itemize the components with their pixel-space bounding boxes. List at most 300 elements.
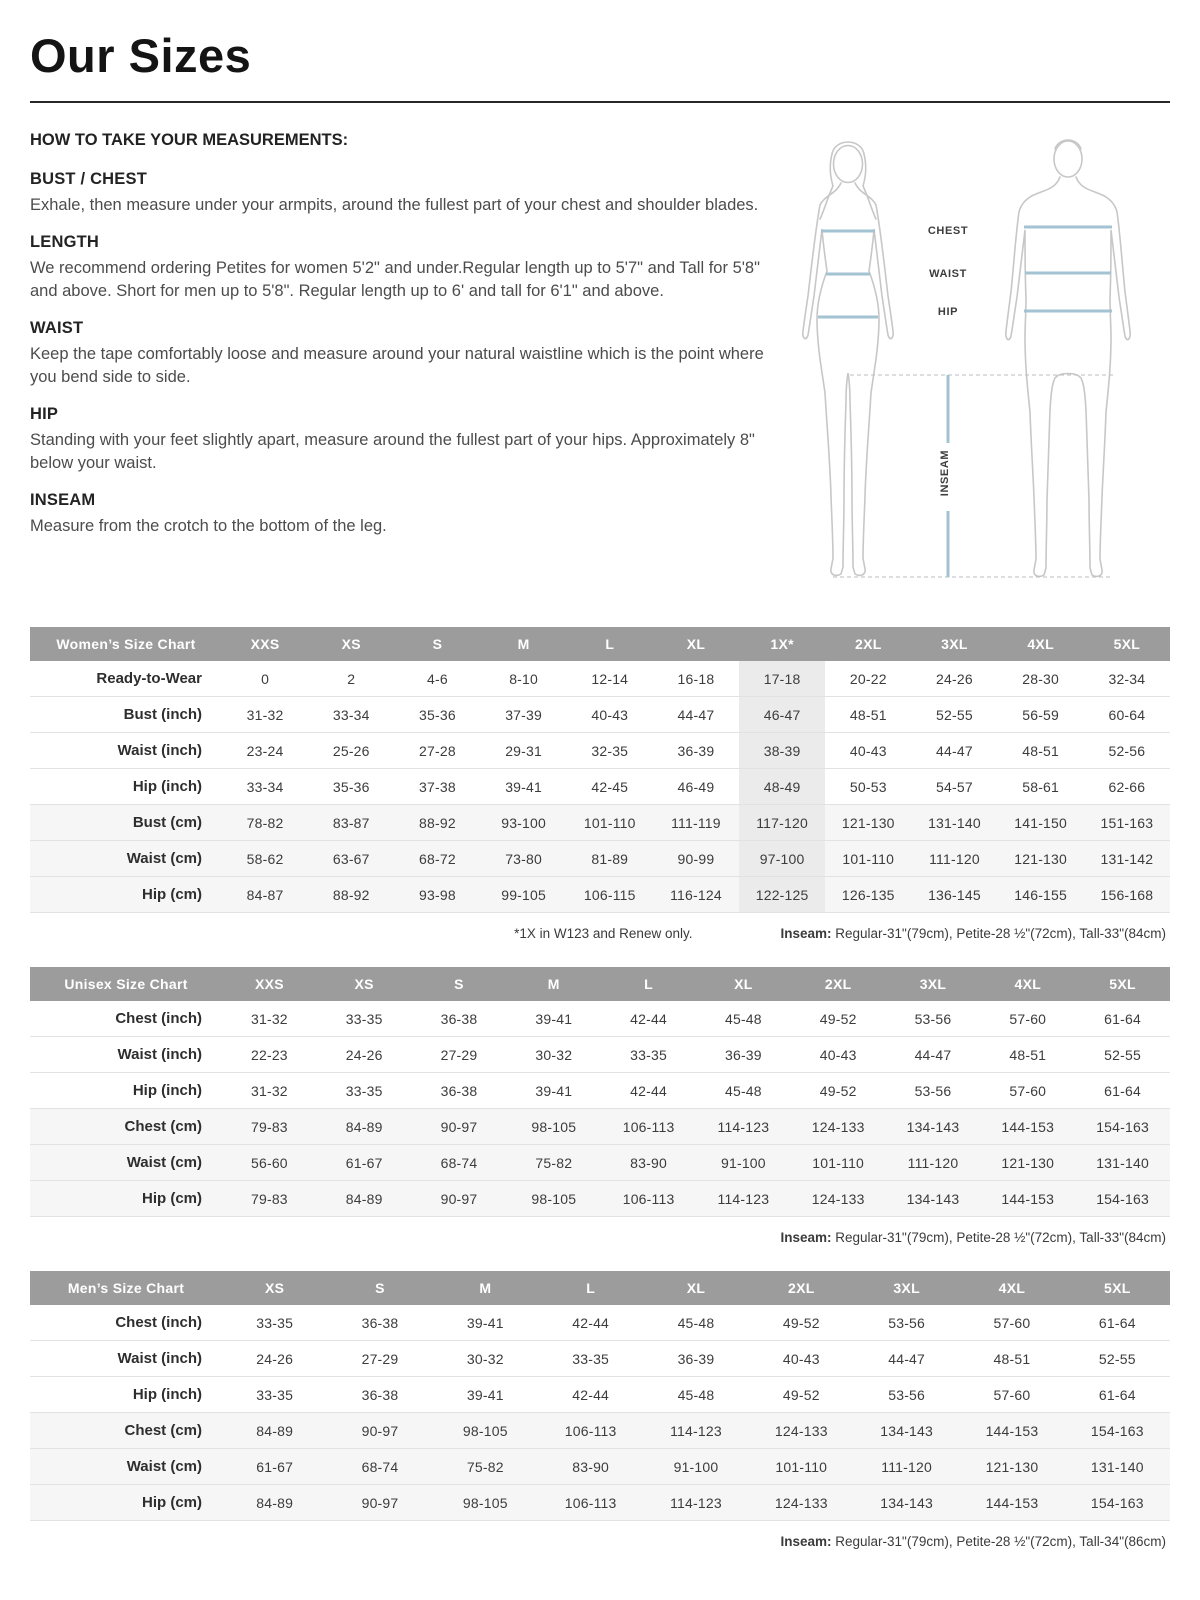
size-column-header: 1X*	[739, 627, 825, 661]
row-label: Waist (inch)	[117, 742, 202, 759]
row-label: Hip (inch)	[132, 1386, 202, 1403]
size-cell: 36-39	[677, 1350, 715, 1367]
size-cell: 90-97	[440, 1190, 478, 1207]
size-cell: 0	[261, 670, 270, 687]
size-cell: 151-163	[1100, 814, 1154, 831]
size-cell: 57-60	[993, 1386, 1031, 1403]
size-cell: 35-36	[332, 778, 370, 795]
size-cell: 45-48	[724, 1082, 762, 1099]
size-column-header: 3XL	[911, 627, 997, 661]
size-cell: 36-38	[361, 1386, 399, 1403]
size-cell: 98-105	[531, 1190, 577, 1207]
size-cell: 37-39	[505, 706, 542, 723]
size-table-row	[30, 1377, 1170, 1413]
row-label: Bust (inch)	[123, 706, 202, 723]
size-table-row	[30, 1305, 1170, 1341]
size-cell: 146-155	[1014, 886, 1068, 903]
size-column-header: 5XL	[1075, 967, 1170, 1001]
size-cell: 134-143	[906, 1118, 960, 1135]
row-label: Hip (cm)	[142, 1190, 202, 1207]
measurement-diagram	[765, 127, 1170, 601]
inseam-guides	[833, 375, 1116, 577]
size-cell: 36-39	[724, 1046, 762, 1063]
size-cell: 81-89	[591, 850, 629, 867]
size-cell: 124-133	[811, 1118, 865, 1135]
womens-size-table	[30, 627, 1170, 913]
size-table-row	[30, 805, 1170, 841]
size-column-header: 2XL	[825, 627, 911, 661]
size-cell: 84-89	[345, 1118, 383, 1135]
size-table-row	[30, 1001, 1170, 1037]
size-cell: 63-67	[332, 850, 370, 867]
size-cell: 42-44	[630, 1082, 667, 1099]
size-cell: 141-150	[1014, 814, 1068, 831]
section-waist	[30, 319, 765, 388]
size-cell: 84-87	[246, 886, 284, 903]
size-cell: 40-43	[819, 1046, 857, 1063]
size-cell: 53-56	[914, 1082, 952, 1099]
size-cell: 131-140	[928, 814, 981, 831]
size-cell: 35-36	[419, 706, 456, 723]
size-cell: 111-120	[907, 1154, 959, 1171]
size-cell: 98-105	[462, 1422, 508, 1439]
size-cell: 124-133	[774, 1494, 828, 1511]
size-cell: 61-67	[256, 1458, 294, 1475]
size-cell: 83-90	[572, 1458, 610, 1475]
size-cell: 126-135	[841, 886, 895, 903]
size-cell: 122-125	[739, 877, 825, 913]
page-title: Our Sizes	[30, 29, 252, 82]
size-cell: 62-66	[1108, 778, 1146, 795]
size-cell: 114-123	[717, 1190, 770, 1207]
size-column-header: M	[506, 967, 601, 1001]
body-measurement-illustration	[778, 131, 1158, 601]
mens-size-table	[30, 1271, 1170, 1521]
inseam-label: INSEAM	[938, 449, 951, 497]
size-cell: 49-52	[782, 1314, 820, 1331]
size-column-header: 5XL	[1065, 1271, 1170, 1305]
size-cell: 42-44	[572, 1386, 610, 1403]
size-cell: 73-80	[505, 850, 542, 867]
size-cell: 24-26	[256, 1350, 294, 1367]
size-cell: 49-52	[819, 1082, 857, 1099]
size-column-header: L	[601, 967, 696, 1001]
size-table-header-row	[30, 967, 1170, 1001]
section-title: BUST / CHEST	[30, 170, 147, 188]
size-cell: 97-100	[739, 841, 825, 877]
size-table-row	[30, 1413, 1170, 1449]
mens-inseam-note	[780, 1534, 1166, 1549]
size-cell: 45-48	[677, 1314, 715, 1331]
size-column-header: 2XL	[749, 1271, 854, 1305]
size-cell: 75-82	[535, 1154, 573, 1171]
mens-table-footnotes	[30, 1534, 1166, 1549]
size-cell: 53-56	[888, 1314, 926, 1331]
size-cell: 121-130	[985, 1458, 1039, 1475]
chest-label: CHEST	[927, 225, 968, 237]
size-cell: 27-29	[440, 1046, 478, 1063]
size-cell: 30-32	[466, 1350, 504, 1367]
size-cell: 144-153	[1001, 1118, 1055, 1135]
section-title: LENGTH	[30, 233, 100, 252]
size-cell: 121-130	[1014, 850, 1068, 867]
size-cell: 40-43	[782, 1350, 820, 1367]
size-cell: 60-64	[1108, 706, 1146, 723]
man-figure-outline	[1005, 140, 1129, 576]
size-table-title: Men’s Size Chart	[30, 1271, 222, 1305]
size-cell: 84-89	[256, 1494, 294, 1511]
size-cell: 58-62	[246, 850, 284, 867]
size-cell: 111-119	[671, 814, 721, 831]
size-column-header: XL	[643, 1271, 748, 1305]
size-cell: 79-83	[250, 1118, 288, 1135]
row-label: Hip (inch)	[132, 778, 202, 795]
size-cell: 61-64	[1098, 1386, 1136, 1403]
size-cell: 98-105	[531, 1118, 577, 1135]
size-cell: 57-60	[1009, 1010, 1047, 1027]
size-cell: 33-35	[256, 1386, 294, 1403]
size-cell: 124-133	[811, 1190, 865, 1207]
size-cell: 101-110	[812, 1154, 865, 1171]
size-cell: 50-53	[849, 778, 887, 795]
size-table-row	[30, 1181, 1170, 1217]
size-cell: 154-163	[1096, 1190, 1149, 1207]
unisex-size-table	[30, 967, 1170, 1217]
size-cell: 33-34	[332, 706, 370, 723]
section-body: Standing with your feet slightly apart, measure around the fullest part of your hips. Approximately 8" below your waist.	[30, 431, 755, 472]
size-cell: 31-32	[246, 706, 284, 723]
section-title: INSEAM	[30, 491, 96, 510]
section-bust-chest	[30, 170, 765, 216]
size-cell: 36-38	[361, 1314, 399, 1331]
size-cell: 29-31	[505, 742, 542, 759]
unisex-inseam-note	[780, 1230, 1166, 1245]
size-cell: 33-35	[345, 1082, 383, 1099]
size-column-header: XS	[308, 627, 394, 661]
size-cell: 88-92	[419, 814, 456, 831]
size-cell: 56-60	[250, 1154, 288, 1171]
size-cell: 156-168	[1100, 886, 1154, 903]
size-cell: 101-110	[775, 1458, 828, 1475]
size-column-header: XL	[653, 627, 739, 661]
size-table-row	[30, 697, 1170, 733]
size-cell: 88-92	[332, 886, 370, 903]
size-cell: 79-83	[250, 1190, 288, 1207]
size-cell: 17-18	[739, 661, 825, 697]
size-cell: 48-49	[739, 769, 825, 805]
size-cell: 68-74	[440, 1154, 478, 1171]
size-cell: 106-113	[564, 1422, 617, 1439]
size-cell: 31-32	[250, 1082, 288, 1099]
size-cell: 16-18	[677, 670, 715, 687]
row-label: Chest (cm)	[124, 1118, 202, 1135]
size-cell: 45-48	[724, 1010, 762, 1027]
size-column-header: 4XL	[959, 1271, 1064, 1305]
size-cell: 61-64	[1098, 1314, 1136, 1331]
inseam-note-text: Regular-31"(79cm), Petite-28 ½"(72cm), Tall-33"(84cm)	[831, 1230, 1166, 1245]
size-table-row	[30, 1073, 1170, 1109]
row-label: Waist (cm)	[126, 850, 202, 867]
size-column-header: L	[538, 1271, 643, 1305]
size-cell: 111-120	[929, 850, 980, 867]
size-cell: 38-39	[739, 733, 825, 769]
size-cell: 49-52	[819, 1010, 857, 1027]
size-cell: 44-47	[936, 742, 973, 759]
size-cell: 24-26	[345, 1046, 383, 1063]
size-cell: 33-35	[572, 1350, 610, 1367]
row-label: Hip (inch)	[132, 1082, 202, 1099]
size-cell: 48-51	[849, 706, 887, 723]
womens-inseam-note	[780, 926, 1166, 941]
size-cell: 144-153	[985, 1494, 1039, 1511]
size-cell: 52-55	[1098, 1350, 1136, 1367]
size-cell: 131-142	[1100, 850, 1154, 867]
size-cell: 52-55	[1104, 1046, 1141, 1063]
size-cell: 106-115	[583, 886, 636, 903]
size-cell: 75-82	[466, 1458, 504, 1475]
size-cell: 36-38	[440, 1010, 478, 1027]
measurement-instructions	[30, 127, 765, 546]
instructions-heading: HOW TO TAKE YOUR MEASUREMENTS:	[30, 131, 349, 149]
size-column-header: M	[481, 627, 567, 661]
size-cell: 90-97	[440, 1118, 478, 1135]
size-cell: 33-34	[246, 778, 284, 795]
size-cell: 116-124	[670, 886, 722, 903]
size-cell: 52-56	[1108, 742, 1146, 759]
size-column-header: S	[394, 627, 480, 661]
size-cell: 40-43	[849, 742, 887, 759]
row-label: Hip (cm)	[142, 1494, 202, 1511]
row-label: Chest (cm)	[124, 1422, 202, 1439]
size-cell: 106-113	[622, 1118, 675, 1135]
size-cell: 68-74	[361, 1458, 399, 1475]
size-table-row	[30, 661, 1170, 697]
row-label: Chest (inch)	[115, 1314, 202, 1331]
size-cell: 52-55	[936, 706, 973, 723]
size-cell: 98-105	[462, 1494, 508, 1511]
size-cell: 93-98	[419, 886, 456, 903]
size-cell: 84-89	[256, 1422, 294, 1439]
size-cell: 101-110	[583, 814, 636, 831]
size-cell: 22-23	[250, 1046, 288, 1063]
inseam-note-label: Inseam:	[780, 926, 832, 941]
size-cell: 20-22	[849, 670, 887, 687]
size-cell: 46-47	[739, 697, 825, 733]
size-cell: 48-51	[1022, 742, 1060, 759]
section-length	[30, 233, 765, 302]
size-cell: 8-10	[509, 670, 539, 687]
size-column-header: L	[567, 627, 653, 661]
size-cell: 61-64	[1104, 1010, 1141, 1027]
section-title: WAIST	[30, 319, 84, 338]
size-table-title: Unisex Size Chart	[30, 967, 222, 1001]
row-label: Ready-to-Wear	[96, 670, 202, 687]
size-column-header: 2XL	[791, 967, 886, 1001]
size-cell: 33-35	[345, 1010, 383, 1027]
row-label: Waist (cm)	[126, 1154, 202, 1171]
size-cell: 37-38	[419, 778, 456, 795]
size-column-header: S	[327, 1271, 432, 1305]
size-cell: 33-35	[630, 1046, 667, 1063]
size-table-title: Women’s Size Chart	[30, 627, 222, 661]
waist-label: WAIST	[928, 268, 967, 280]
row-label: Chest (inch)	[115, 1010, 202, 1027]
section-body: Measure from the crotch to the bottom of the leg.	[30, 517, 387, 536]
size-column-header: 5XL	[1084, 627, 1170, 661]
size-cell: 106-113	[622, 1190, 675, 1207]
size-table-row	[30, 769, 1170, 805]
size-cell: 57-60	[1009, 1082, 1047, 1099]
size-cell: 57-60	[993, 1314, 1031, 1331]
size-table-header-row	[30, 627, 1170, 661]
size-cell: 106-113	[564, 1494, 617, 1511]
section-body: We recommend ordering Petites for women 5'2" and under.Regular length up to 5'7" and Tall for 5'8" and above. Short for men up to 5'8". Regular length up to 6' and tall for 6'1" and above.	[30, 259, 760, 300]
size-cell: 39-41	[535, 1082, 573, 1099]
size-cell: 53-56	[914, 1010, 952, 1027]
size-cell: 121-130	[841, 814, 895, 831]
size-table-header-row	[30, 1271, 1170, 1305]
size-column-header: 4XL	[980, 967, 1075, 1001]
size-cell: 42-45	[591, 778, 629, 795]
size-column-header: 3XL	[854, 1271, 959, 1305]
size-cell: 27-29	[361, 1350, 399, 1367]
size-cell: 48-51	[1009, 1046, 1047, 1063]
size-cell: 61-67	[345, 1154, 383, 1171]
size-cell: 131-140	[1096, 1154, 1149, 1171]
size-cell: 134-143	[880, 1422, 934, 1439]
size-cell: 136-145	[928, 886, 981, 903]
size-cell: 39-41	[466, 1314, 504, 1331]
size-cell: 4-6	[427, 670, 448, 687]
size-cell: 39-41	[505, 778, 542, 795]
unisex-table-footnotes	[30, 1230, 1166, 1245]
size-cell: 48-51	[993, 1350, 1031, 1367]
size-cell: 25-26	[332, 742, 370, 759]
size-cell: 90-97	[361, 1494, 399, 1511]
size-column-header: XL	[696, 967, 791, 1001]
size-cell: 40-43	[591, 706, 629, 723]
size-cell: 144-153	[1001, 1190, 1055, 1207]
size-cell: 121-130	[1001, 1154, 1055, 1171]
size-cell: 39-41	[466, 1386, 504, 1403]
size-cell: 28-30	[1022, 670, 1060, 687]
size-cell: 134-143	[906, 1190, 960, 1207]
size-cell: 31-32	[250, 1010, 288, 1027]
intro-section	[30, 127, 1170, 601]
size-cell: 36-39	[677, 742, 715, 759]
size-cell: 117-120	[739, 805, 825, 841]
size-column-header: XXS	[222, 627, 308, 661]
size-cell: 49-52	[782, 1386, 820, 1403]
size-cell: 83-90	[630, 1154, 667, 1171]
size-cell: 32-35	[591, 742, 629, 759]
size-cell: 83-87	[332, 814, 370, 831]
size-cell: 154-163	[1090, 1422, 1144, 1439]
size-column-header: XS	[222, 1271, 327, 1305]
size-cell: 44-47	[677, 706, 715, 723]
size-cell: 68-72	[419, 850, 456, 867]
inseam-note-text: Regular-31"(79cm), Petite-28 ½"(72cm), Tall-34"(86cm)	[831, 1534, 1166, 1549]
size-column-header: XS	[317, 967, 412, 1001]
size-table-row	[30, 1109, 1170, 1145]
size-cell: 99-105	[501, 886, 546, 903]
row-label: Waist (inch)	[117, 1350, 202, 1367]
size-cell: 2	[347, 670, 356, 687]
inseam-note-label: Inseam:	[780, 1230, 832, 1245]
section-title: HIP	[30, 405, 59, 424]
section-hip	[30, 405, 765, 474]
size-cell: 44-47	[888, 1350, 926, 1367]
size-cell: 93-100	[501, 814, 546, 831]
size-cell: 30-32	[535, 1046, 573, 1063]
size-cell: 44-47	[914, 1046, 952, 1063]
size-cell: 42-44	[630, 1010, 667, 1027]
size-cell: 61-64	[1104, 1082, 1141, 1099]
size-cell: 53-56	[888, 1386, 926, 1403]
size-table-row	[30, 1037, 1170, 1073]
one-x-footnote: *1X in W123 and Renew only.	[514, 926, 693, 941]
size-cell: 131-140	[1090, 1458, 1144, 1475]
row-label: Waist (cm)	[126, 1458, 202, 1475]
size-table-row	[30, 1449, 1170, 1485]
inseam-note-text: Regular-31"(79cm), Petite-28 ½"(72cm), Tall-33"(84cm)	[831, 926, 1166, 941]
size-cell: 23-24	[246, 742, 284, 759]
size-column-header: 3XL	[886, 967, 981, 1001]
size-table-row	[30, 733, 1170, 769]
size-cell: 78-82	[246, 814, 284, 831]
section-body: Exhale, then measure under your armpits, around the fullest part of your chest and shoulder blades.	[30, 196, 759, 214]
size-cell: 39-41	[535, 1010, 573, 1027]
size-cell: 46-49	[677, 778, 715, 795]
size-cell: 90-99	[677, 850, 715, 867]
inseam-note-label: Inseam:	[780, 1534, 832, 1549]
size-cell: 101-110	[842, 850, 895, 867]
size-cell: 134-143	[880, 1494, 934, 1511]
size-cell: 91-100	[720, 1154, 766, 1171]
size-cell: 144-153	[985, 1422, 1039, 1439]
size-table-row	[30, 1485, 1170, 1521]
size-table-row	[30, 1145, 1170, 1181]
hip-label: HIP	[937, 306, 958, 318]
row-label: Bust (cm)	[132, 814, 202, 831]
size-cell: 58-61	[1022, 778, 1060, 795]
womens-table-footnotes	[30, 926, 1166, 941]
size-cell: 90-97	[361, 1422, 399, 1439]
size-cell: 154-163	[1090, 1494, 1144, 1511]
size-cell: 36-38	[440, 1082, 478, 1099]
size-cell: 42-44	[572, 1314, 610, 1331]
size-cell: 91-100	[673, 1458, 719, 1475]
size-cell: 124-133	[774, 1422, 828, 1439]
size-cell: 32-34	[1108, 670, 1146, 687]
size-cell: 56-59	[1022, 706, 1060, 723]
woman-figure-outline	[802, 142, 892, 575]
size-column-header: 4XL	[998, 627, 1084, 661]
size-table-row	[30, 841, 1170, 877]
row-label: Waist (inch)	[117, 1046, 202, 1063]
size-cell: 24-26	[936, 670, 973, 687]
size-cell: 12-14	[591, 670, 629, 687]
size-cell: 27-28	[419, 742, 456, 759]
size-cell: 111-120	[881, 1458, 932, 1475]
size-cell: 84-89	[345, 1190, 383, 1207]
size-cell: 114-123	[670, 1494, 722, 1511]
size-cell: 154-163	[1096, 1118, 1149, 1135]
size-cell: 54-57	[936, 778, 973, 795]
size-cell: 114-123	[670, 1422, 722, 1439]
size-column-header: M	[433, 1271, 538, 1305]
size-cell: 114-123	[717, 1118, 770, 1135]
